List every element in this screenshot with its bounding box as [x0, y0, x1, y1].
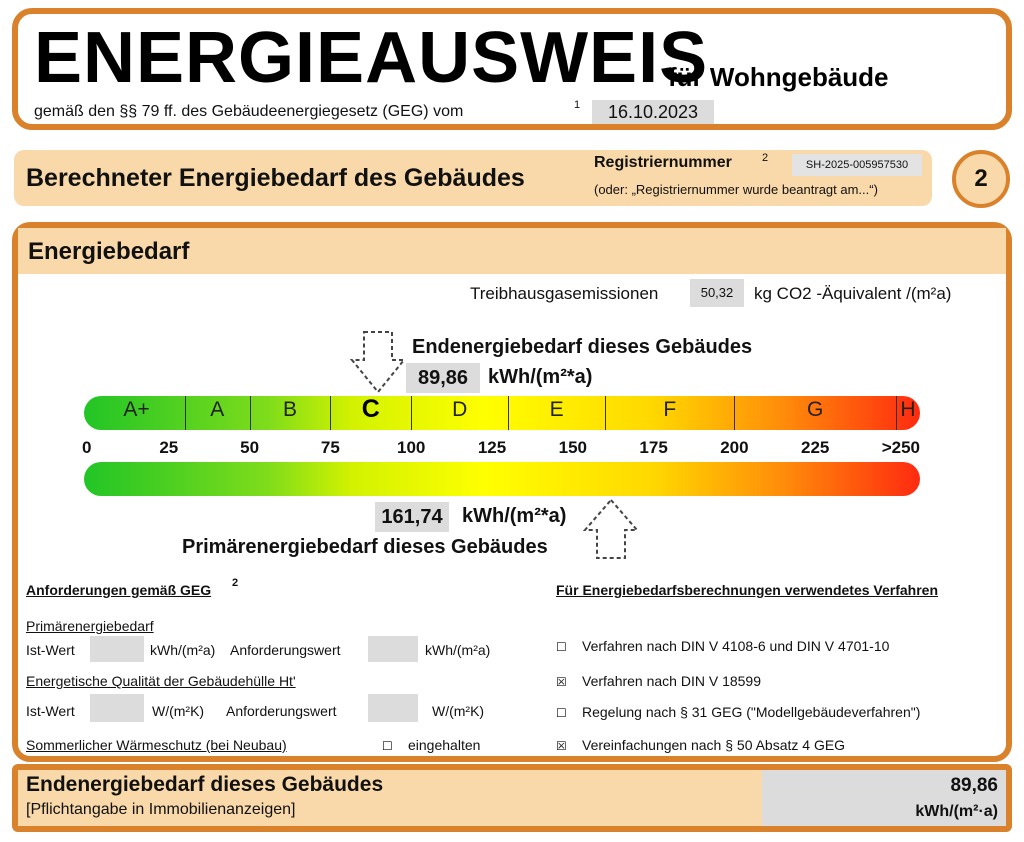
summary-value: 89,86	[950, 775, 998, 796]
final-energy-value-field: 89,86	[406, 363, 480, 393]
scale-tick-label: 125	[477, 438, 507, 457]
summer-protection-label: Sommerlicher Wärmeschutz (bei Neubau)	[26, 737, 287, 753]
panel-title: Energiebedarf	[28, 238, 190, 265]
scale-tick-label: 175	[639, 438, 668, 457]
legal-reference: gemäß den §§ 79 ff. des Gebäudeenergiegesetz (GEG) vom	[34, 103, 464, 120]
energy-class-f: F	[663, 398, 677, 421]
requirements-heading: Anforderungen gemäß GEG	[26, 582, 212, 598]
scale-tick-label: 150	[558, 438, 587, 457]
registration-label: Registriernummer	[594, 154, 732, 171]
summary-unit: kWh/(m²·a)	[915, 803, 998, 820]
footnote-marker: 2	[232, 577, 239, 589]
method-checkbox[interactable]: ☐	[556, 706, 567, 720]
class-divider	[605, 396, 606, 430]
scale-tick-label: 0	[82, 438, 92, 457]
scale-tick-label: 75	[320, 438, 340, 457]
method-label: Regelung nach § 31 GEG ("Modellgebäudeverfahren")	[582, 704, 921, 720]
registration-number-field: SH-2025-005957530	[792, 154, 922, 176]
energy-class-c: C	[361, 395, 380, 423]
scale-tick-label: >250	[881, 438, 920, 457]
scale-tick-label: 25	[159, 438, 179, 457]
envelope-quality-subheading: Energetische Qualität der Gebäudehülle Ht'	[26, 673, 296, 689]
method-label: Verfahren nach DIN V 4108-6 und DIN V 4701-10	[582, 638, 890, 654]
final-energy-label: Endenergiebedarf dieses Gebäudes	[412, 336, 753, 358]
scale-tick-label: 100	[397, 438, 426, 457]
energy-class-e: E	[549, 398, 564, 421]
method-checkbox[interactable]: ☒	[556, 739, 567, 753]
primary-energy-scale	[84, 462, 920, 496]
final-energy-arrow-icon	[350, 330, 406, 396]
scale-tick-label: 200	[720, 438, 749, 457]
anforderungswert-label: Anforderungswert	[230, 642, 341, 658]
class-divider	[185, 396, 186, 430]
footnote-marker: 1	[574, 99, 581, 111]
anforderungswert-label: Anforderungswert	[226, 703, 337, 719]
class-divider	[411, 396, 412, 430]
class-divider	[896, 396, 897, 430]
energy-class-b: B	[282, 398, 297, 421]
scale-tick-label: 50	[240, 438, 260, 457]
unit-label: W/(m²K)	[432, 703, 485, 719]
class-divider	[250, 396, 251, 430]
page-number-badge: 2	[952, 150, 1010, 208]
envelope-ist-value-field	[90, 694, 144, 722]
class-divider	[508, 396, 509, 430]
primary-energy-arrow-icon	[583, 498, 639, 560]
summary-title: Endenergiebedarf dieses Gebäudes	[26, 773, 384, 796]
registration-note: (oder: „Registriernummer wurde beantragt am...“)	[594, 182, 878, 197]
unit-label: kWh/(m²a)	[425, 642, 491, 658]
section-title: Berechneter Energiebedarf des Gebäudes	[26, 164, 525, 192]
class-divider	[330, 396, 331, 430]
final-energy-unit: kWh/(m²*a)	[488, 366, 593, 388]
ist-wert-label: Ist-Wert	[26, 642, 75, 658]
energy-class-g: G	[807, 398, 824, 421]
summary-note: [Pflichtangabe in Immobilienanzeigen]	[26, 801, 296, 818]
energy-class-d: D	[452, 398, 468, 421]
energy-class-h: H	[900, 398, 916, 421]
unit-label: W/(m²K)	[152, 703, 205, 719]
method-label: Verfahren nach DIN V 18599	[582, 673, 762, 689]
issue-date-field: 16.10.2023	[592, 100, 714, 124]
summer-protection-checkbox[interactable]: ☐	[382, 739, 393, 753]
scale-tick-label: 225	[801, 438, 830, 457]
primary-energy-subheading: Primärenergiebedarf	[26, 618, 154, 634]
class-divider	[734, 396, 735, 430]
methods-heading: Für Energiebedarfsberechnungen verwendetes Verfahren	[556, 582, 939, 598]
ghg-value-field: 50,32	[690, 279, 744, 307]
method-checkbox[interactable]: ☒	[556, 675, 567, 689]
ghg-label: Treibhausgasemissionen	[470, 284, 659, 303]
ist-wert-label: Ist-Wert	[26, 703, 75, 719]
energy-class-a: A	[210, 398, 225, 421]
method-label: Vereinfachungen nach § 50 Absatz 4 GEG	[582, 737, 846, 753]
method-checkbox[interactable]: ☐	[556, 640, 567, 654]
ghg-unit: kg CO2 -Äquivalent /(m²a)	[754, 284, 952, 303]
primary-energy-unit: kWh/(m²*a)	[462, 505, 567, 527]
primary-energy-label: Primärenergiebedarf dieses Gebäudes	[182, 536, 548, 558]
document-title: ENERGIEAUSWEIS	[34, 18, 709, 98]
summer-protection-status: eingehalten	[408, 737, 481, 753]
energy-class-aplus: A+	[123, 398, 150, 421]
unit-label: kWh/(m²a)	[150, 642, 216, 658]
primary-ist-value-field	[90, 636, 144, 662]
primary-requirement-value-field	[368, 636, 418, 662]
document-subtitle: für Wohngebäude	[668, 62, 889, 92]
footnote-marker: 2	[762, 152, 769, 164]
envelope-requirement-value-field	[368, 694, 418, 722]
primary-energy-value-field: 161,74	[375, 502, 449, 532]
